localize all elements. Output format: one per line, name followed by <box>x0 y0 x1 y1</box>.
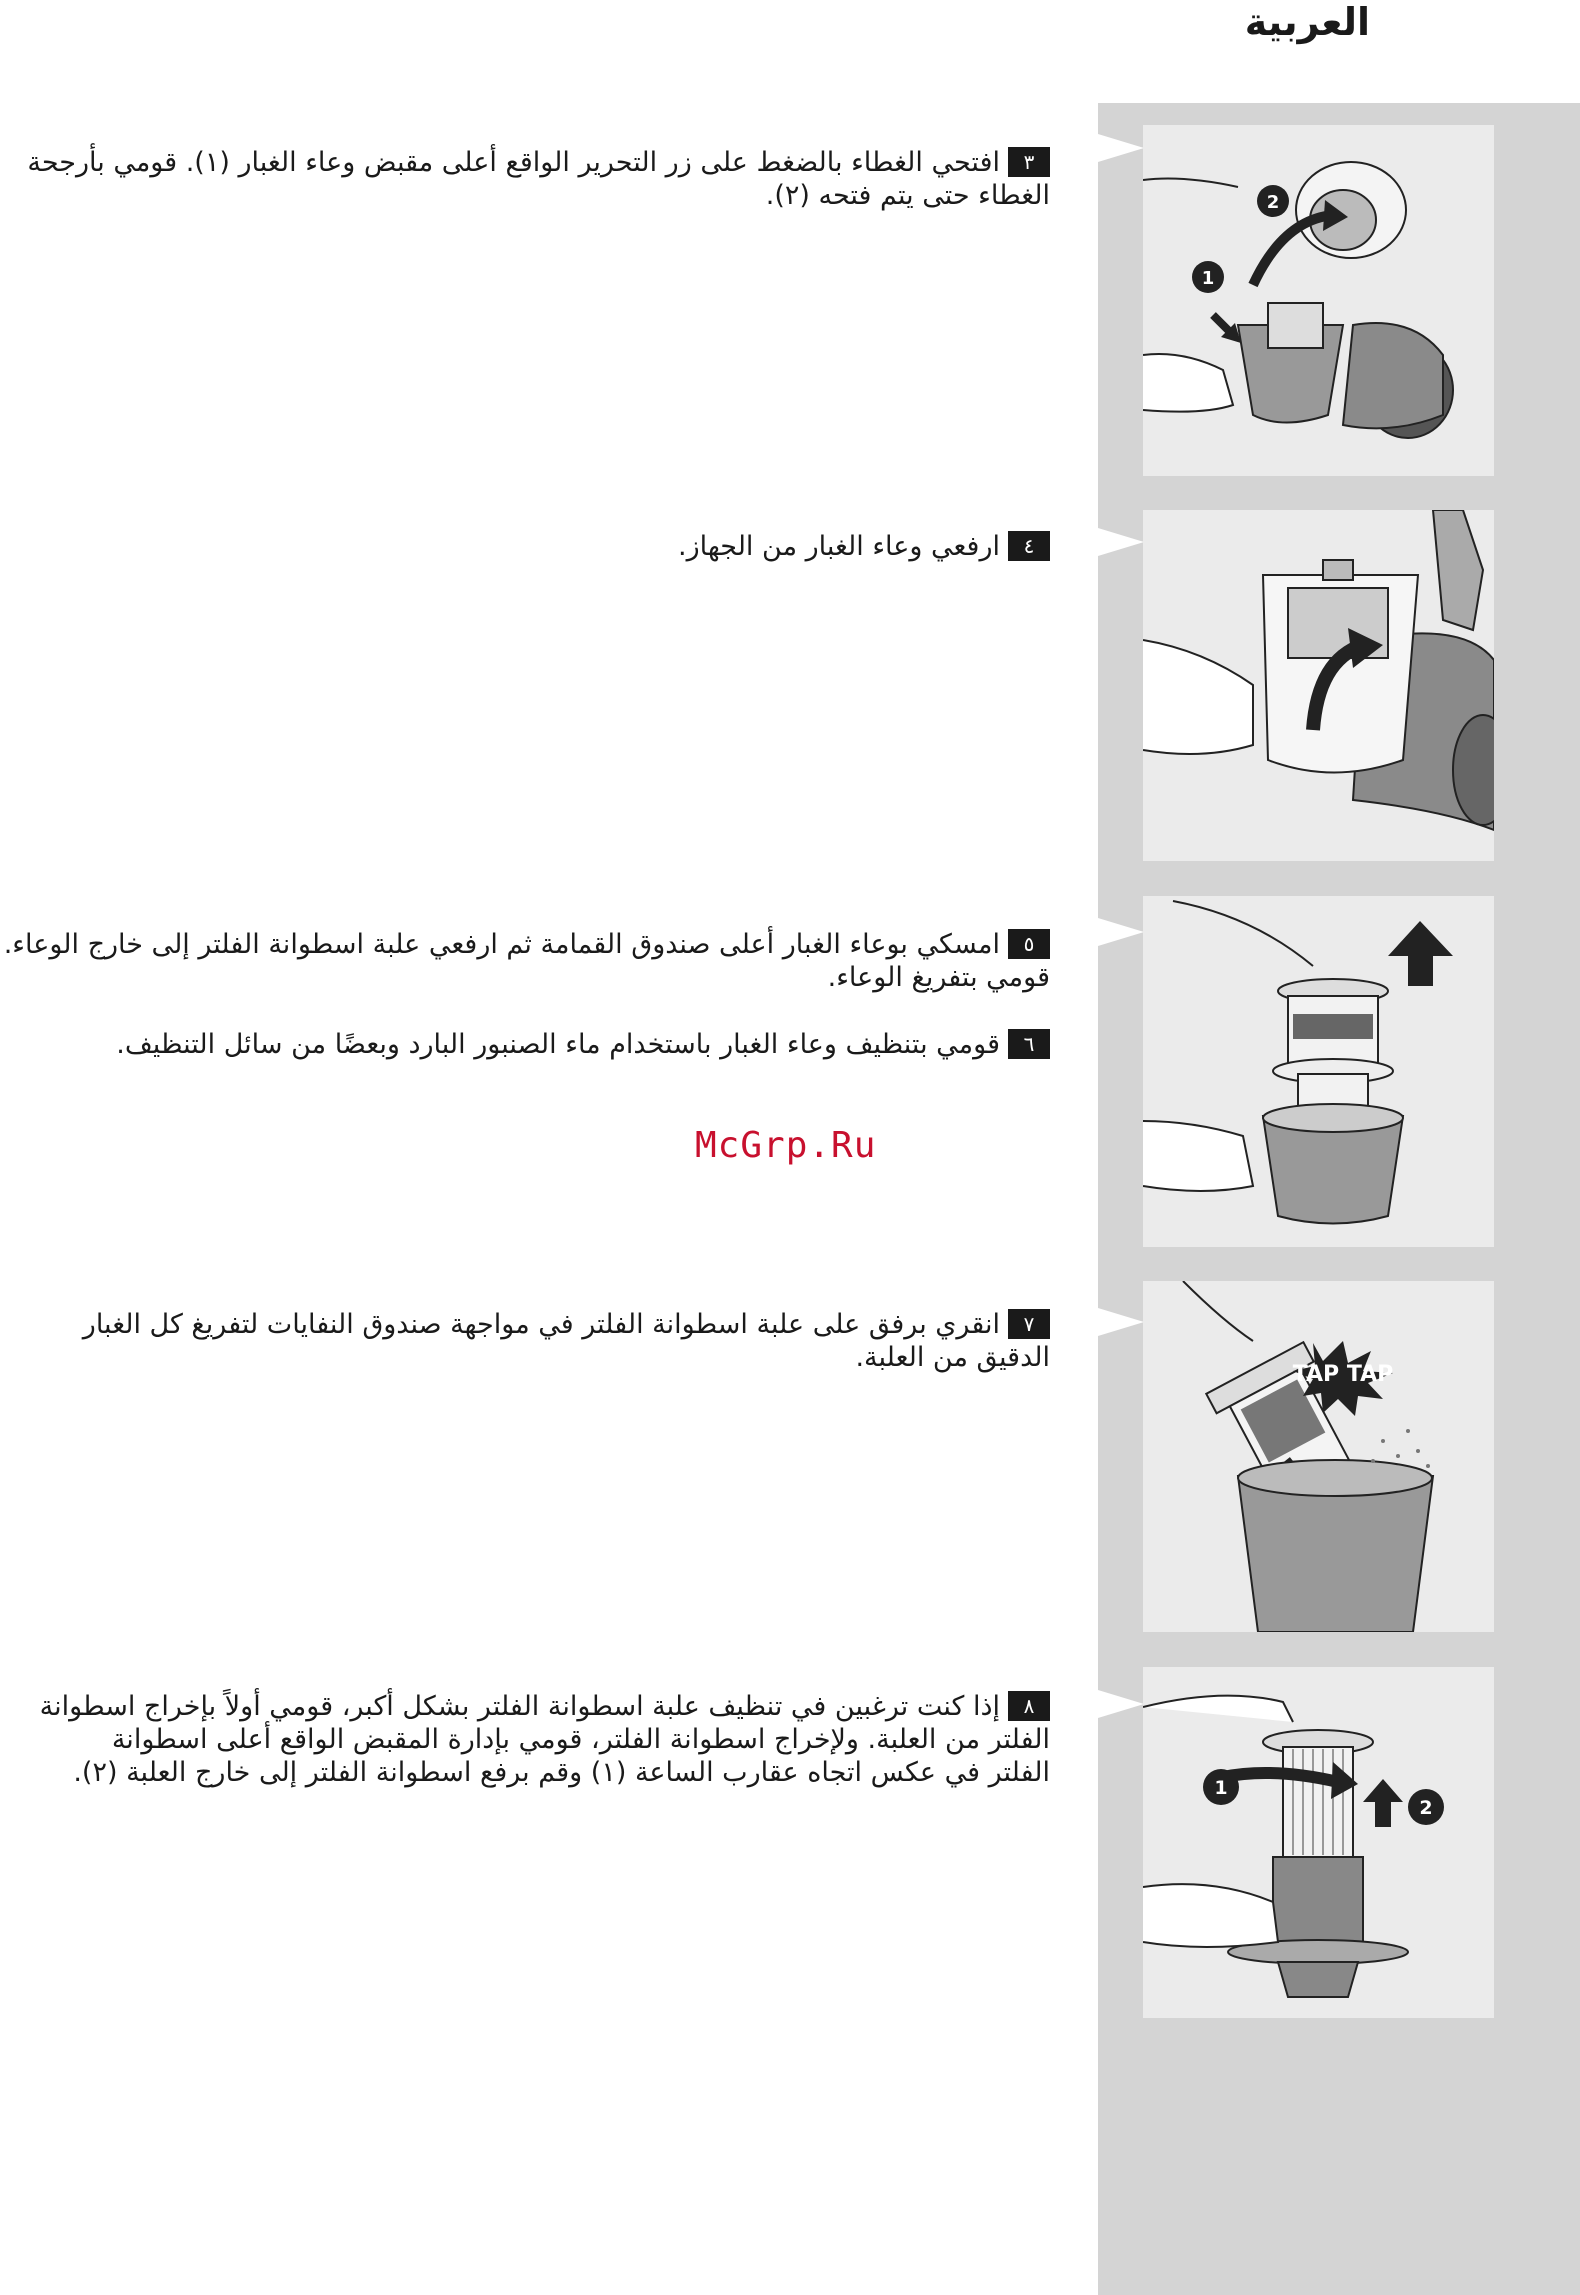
step-text-line: الفلتر في عكس اتجاه عقارب الساعة (١) وقم برفع اسطوانة الفلتر إلى خارج العلبة (٢). <box>73 1757 1050 1788</box>
step-4 <box>678 530 1050 563</box>
illustration-lift-bin <box>1143 510 1494 861</box>
step5-pointer <box>1098 918 1144 946</box>
step3-pointer <box>1098 134 1144 162</box>
step-text-line: إذا كنت ترغبين في تنظيف علبة اسطوانة الفلتر بشكل أكبر، قومي أولاً بإخراج اسطوانة <box>39 1691 1000 1722</box>
step-text-line: امسكي بوعاء الغبار أعلى صندوق القمامة ثم ارفعي علبة اسطوانة الفلتر إلى خارج الوعاء. <box>3 929 1000 960</box>
step-number: ٤ <box>1008 531 1050 561</box>
svg-text:1: 1 <box>1201 268 1215 289</box>
step-text-line: الدقيق من العلبة. <box>855 1342 1050 1373</box>
step-number: ٣ <box>1008 147 1050 177</box>
step-number: ٨ <box>1008 1691 1050 1721</box>
illustration-remove-filter <box>1143 896 1494 1247</box>
step8-pointer <box>1098 1690 1144 1718</box>
step-text-line: ارفعي وعاء الغبار من الجهاز. <box>677 531 1000 562</box>
step-number: ٦ <box>1008 1029 1050 1059</box>
svg-text:1: 1 <box>1214 1777 1228 1799</box>
step-number: ٥ <box>1008 929 1050 959</box>
illustration-rotate-handle <box>1143 1667 1494 2018</box>
language-title: العربية <box>1244 0 1370 44</box>
step-text-line: قومي بتفريغ الوعاء. <box>827 962 1050 993</box>
illustration-tap-filter <box>1143 1281 1494 1632</box>
tap-tap-label: TAP TAP <box>1292 1362 1394 1387</box>
step-5 <box>4 928 1050 994</box>
step-text-line: قومي بتنظيف وعاء الغبار باستخدام ماء الصنبور البارد وبعضًا من سائل التنظيف. <box>116 1029 1000 1060</box>
svg-text:2: 2 <box>1266 192 1280 213</box>
step-3 <box>27 146 1050 212</box>
step-text-line: انقري برفق على علبة اسطوانة الفلتر في مواجهة صندوق النفايات لتفريغ كل الغبار <box>82 1309 1000 1340</box>
illustration-open-lid <box>1143 125 1494 476</box>
step-8 <box>40 1690 1050 1789</box>
step-6 <box>116 1028 1050 1061</box>
step-text-line: الغطاء حتى يتم فتحه (٢). <box>765 180 1050 211</box>
step-text-line: الفلتر من العلبة. ولإخراج اسطوانة الفلتر، قومي بإدارة المقبض الواقع أعلى اسطوانة <box>111 1724 1050 1755</box>
step-text-line: افتحي الغطاء بالضغط على زر التحرير الواقع أعلى مقبض وعاء الغبار (١). قومي بأرجحة <box>27 147 1000 178</box>
watermark: McGrp.Ru <box>695 1125 877 1166</box>
step7-pointer <box>1098 1308 1144 1336</box>
step-number: ٧ <box>1008 1309 1050 1339</box>
svg-text:2: 2 <box>1419 1797 1433 1819</box>
step4-pointer <box>1098 528 1144 556</box>
step-7 <box>83 1308 1050 1374</box>
